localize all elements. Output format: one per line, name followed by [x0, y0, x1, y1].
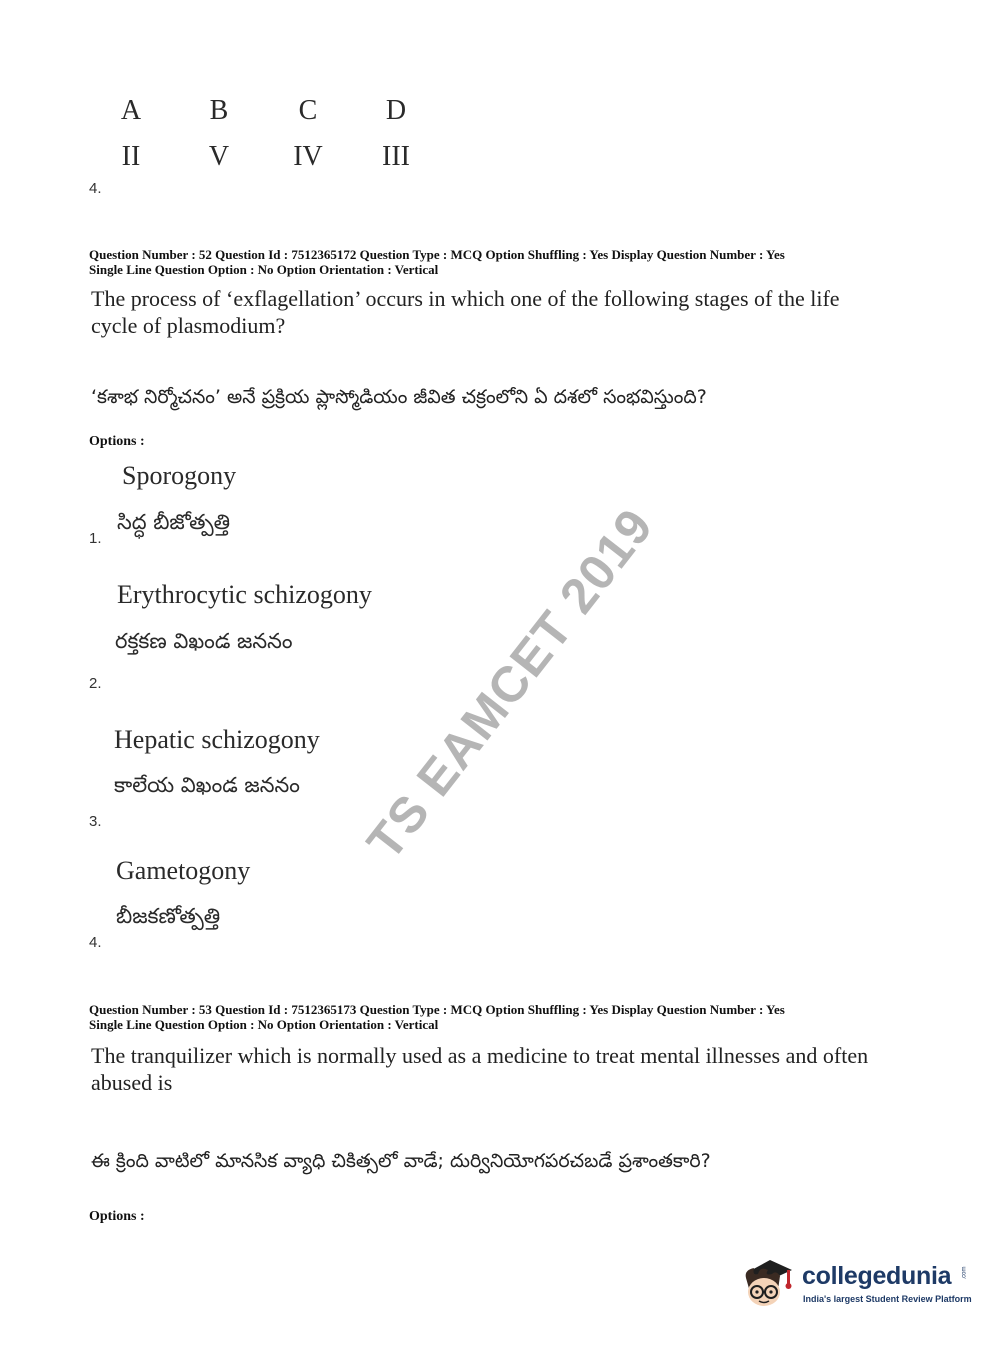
- option-text-telugu: సిద్ధ బీజోత్పత్తి: [117, 510, 231, 534]
- matrix-roman-d: III: [382, 141, 410, 172]
- matrix-roman-c: IV: [293, 141, 323, 172]
- option-text-english: Gametogony: [116, 856, 251, 885]
- question-meta: [89, 1002, 949, 1032]
- question-text-line: abused is: [91, 1070, 173, 1095]
- matrix-roman-b: V: [208, 141, 230, 172]
- collegedunia-logo[interactable]: [740, 1248, 970, 1312]
- meta-line: Single Line Question Option : No Option Orientation : Vertical: [89, 1017, 439, 1032]
- question-text-line: cycle of plasmodium?: [91, 313, 286, 338]
- question-text-line: The tranquilizer which is normally used as a medicine to treat mental illnesses and often: [91, 1043, 869, 1068]
- question-text: [91, 285, 911, 339]
- option-text-telugu: రక్తకణ విఖండ జననం: [115, 629, 293, 653]
- matrix-roman-a: II: [121, 141, 141, 172]
- option-text-english: Sporogony: [122, 461, 237, 490]
- question-text-telugu: ‘కశాభ నిర్మోచనం’ అనే ప్రక్రియ ప్లాస్మోడియం జీవిత చక్రంలోని ఏ దశలో సంభవిస్తుంది?: [91, 386, 707, 408]
- option-text-telugu: బీజకణోత్పత్తి: [116, 904, 221, 928]
- options-label: Options :: [89, 1209, 145, 1224]
- question-text-telugu: ఈ క్రింది వాటిలో మానసిక వ్యాధి చికిత్సలో వాడే; దుర్వినియోగపరచబడే ప్రశాంతకారి?: [91, 1150, 711, 1172]
- logo-domain: .com: [961, 1266, 968, 1280]
- logo-name: collegedunia: [802, 1262, 952, 1290]
- matrix-letter-b: B: [209, 95, 229, 126]
- option-text-english: Erythrocytic schizogony: [117, 580, 372, 609]
- option-number: 4.: [89, 934, 102, 951]
- mascot-icon: [740, 1250, 798, 1310]
- option-text-telugu: కాలేయ విఖండ జననం: [114, 773, 300, 797]
- meta-line: Question Number : 52 Question Id : 7512365172 Question Type : MCQ Option Shuffling : Yes Display Question Number : Yes: [89, 247, 785, 262]
- matrix-letter-d: D: [385, 95, 407, 126]
- meta-line: Question Number : 53 Question Id : 7512365173 Question Type : MCQ Option Shuffling : Yes Display Question Number : Yes: [89, 1002, 785, 1017]
- question-text: [91, 1042, 911, 1096]
- meta-line: Single Line Question Option : No Option Orientation : Vertical: [89, 262, 439, 277]
- option-number: 4.: [89, 180, 102, 197]
- question-meta: [89, 247, 949, 277]
- options-label: Options :: [89, 434, 145, 449]
- option-number: 1.: [89, 530, 102, 547]
- matrix-letter-a: A: [120, 95, 142, 126]
- question-text-line: The process of ‘exflagellation’ occurs in which one of the following stages of the life: [91, 286, 840, 311]
- watermark: TS EAMCET 2019: [356, 498, 664, 870]
- option-number: 2.: [89, 675, 102, 692]
- option-text-english: Hepatic schizogony: [114, 725, 320, 754]
- option-number: 3.: [89, 813, 102, 830]
- logo-tagline: India's largest Student Review Platform: [803, 1294, 972, 1304]
- matrix-letter-c: C: [298, 95, 318, 126]
